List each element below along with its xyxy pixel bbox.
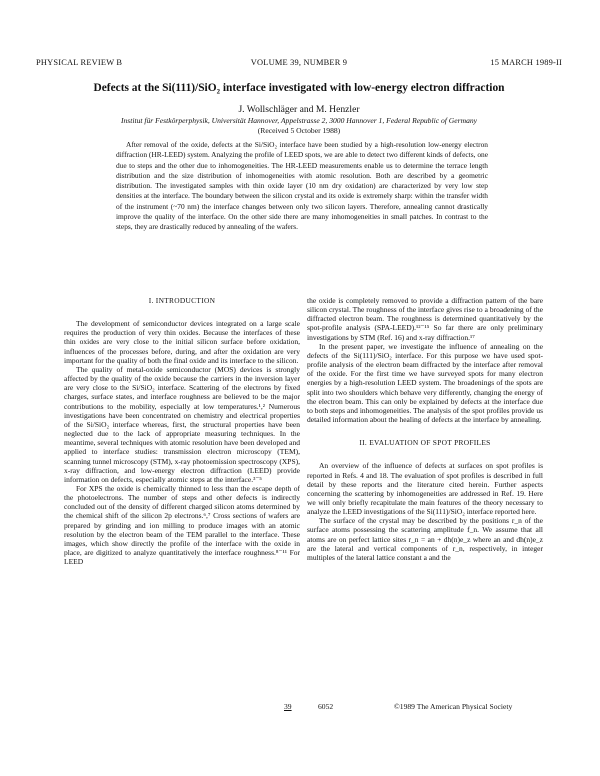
body-paragraph: The development of semiconductor devices integrated on a large scale requires the production of very thin oxides. Because the interfaces of these thin oxides are very close to the initial silicon surface before oxidation, influences of the processes before, during, and after the oxidation are very important for the quality of both the final oxide and its interface to the silicon. <box>64 319 300 365</box>
journal-name: PHYSICAL REVIEW B <box>36 58 123 67</box>
abstract: After removal of the oxide, defects at the Si/SiO₂ interface have been studied by a high-resolution low-energy electron diffraction (HR-LEED) system. Analyzing the profile of LEED spots, we are able to detect two different kinds of defects, one due to steps and the other due to inhomogeneities. The HR-LEED measurements enable us to determine the terrace length distribution and the size distribution of inhomogeneities with atomic resolution. Both are described by a geometric distribution. The investigated samples with thin oxide layer (10 nm dry oxidation) are characterized by very low step densities at the interface. The boundary between the silicon crystal and its oxide is extremely sharp: within the transfer width of the instrument (~70 nm) the interface changes between only two silicon layers. Therefore, annealing cannot drastically improve the quality of the interface. On the other side there are many inhomogeneities in small patches. In contrast to the steps, they are drastically reduced by annealing of the wafers. <box>116 140 488 232</box>
article-authors: J. Wollschläger and M. Henzler <box>238 104 360 115</box>
section-heading-spot-profiles: II. EVALUATION OF SPOT PROFILES <box>359 438 491 448</box>
section-heading-introduction: I. INTRODUCTION <box>148 296 216 305</box>
running-header <box>36 58 562 72</box>
body-paragraph: The surface of the crystal may be described by the positions r_n of the surface atoms possessing the scattering amplitude f_n. We assume that all atoms are on perfect lattice sites r_n = an + dh(n)e_z where an and dh(n)e_z are the lateral and vertical components of r_n, respectively, in integer multiples of the lateral lattice constant a and the <box>307 516 543 562</box>
copyright-notice: ©1989 The American Physical Society <box>394 702 513 711</box>
volume-code: 39 <box>284 702 292 711</box>
volume-number: VOLUME 39, NUMBER 9 <box>250 58 348 67</box>
article-title: Defects at the Si(111)/SiO₂ interface investigated with low-energy electron diffraction <box>93 82 505 94</box>
left-column <box>64 296 300 566</box>
page-footer <box>36 702 562 714</box>
body-paragraph: The quality of metal-oxide semiconductor (MOS) devices is strongly affected by the quality of the oxide because the carriers in the inversion layer are very close to the Si/SiO₂ interface. Scattering of the electrons by fixed charges, surface states, and interface roughness are believed to be the major contributions to the mobility, especially at low temperatures.¹,² Numerous investigations have been concentrated on chemistry and electrical properties of the Si/SiO₂ interface whereas, first, the structural properties have been neglected due to the lack of appropriate measuring techniques. In the meantime, several techniques with atomic resolution have been developed and applied to interface studies: transmission electron microscopy (TEM), scanning tunnel microscopy (STM), x-ray photoemission spectroscopy (XPS), x-ray diffraction, and low-energy electron diffraction (LEED) provide information on defects, especially atomic steps at the interface.³⁻⁵ <box>64 364 300 484</box>
received-date: (Received 5 October 1988) <box>257 126 341 135</box>
page-number: 6052 <box>318 702 334 711</box>
author-affiliation: Institut für Festkörperphysik, Universität Hannover, Appelstrasse 2, 3000 Hannover 1, Federal Republic of Germany <box>120 116 478 125</box>
body-paragraph: the oxide is completely removed to provide a diffraction pattern of the bare silicon crystal. The roughness of the interface gives rise to a broadening of the diffracted electron beam. The roughness is determined quantitatively by the spot-profile analysis (SPA-LEED).¹²⁻¹⁵ So far there are only preliminary investigations by STM (Ref. 16) and x-ray diffraction.¹⁷ <box>307 296 543 342</box>
body-paragraph: For XPS the oxide is chemically thinned to less than the escape depth of the photoelectrons. The number of steps and other defects is indirectly concluded out of the density of different charged silicon atoms determined by the chemical shift of the silicon 2p electrons.⁶,⁷ Cross sections of wafers are prepared by grinding and ion milling to produce images with an atomic resolution by the electron beam of the TEM parallel to the interface. These images, which show directly the profile of the interface with the oxide in place, are digitized to analyze quantitatively the interface roughness.⁸⁻¹¹ For LEED <box>64 483 300 567</box>
body-paragraph: In the present paper, we investigate the influence of annealing on the defects of the Si(111)/SiO₂ interface. For this purpose we have used spot-profile analysis of the electron beam diffracted by the interface after removal of the oxide. For the first time we have surveyed spots for many electron energies by a high-resolution LEED system. The broadenings of the spots are split into two shoulders which behave very differently, changing the energy of the electron beam. This can only be explained by defects at the interface due to both steps and inhomogeneities. The analysis of the spot profiles provide us detailed information about the healing of defects at the interface by annealing. <box>307 341 543 425</box>
issue-date: 15 MARCH 1989-II <box>490 58 562 67</box>
body-paragraph: An overview of the influence of defects at surfaces on spot profiles is reported in Refs. 4 and 18. The evaluation of spot profiles is described in full detail by these reports and the literature cited herein. Further aspects concerning the scattering by inhomogeneities are addressed in Ref. 19. Here we will only briefly recapitulate the main features of the theory necessary to analyze the LEED investigations of the Si(111)/SiO₂ interface reported here. <box>307 461 543 517</box>
right-column <box>307 296 543 562</box>
